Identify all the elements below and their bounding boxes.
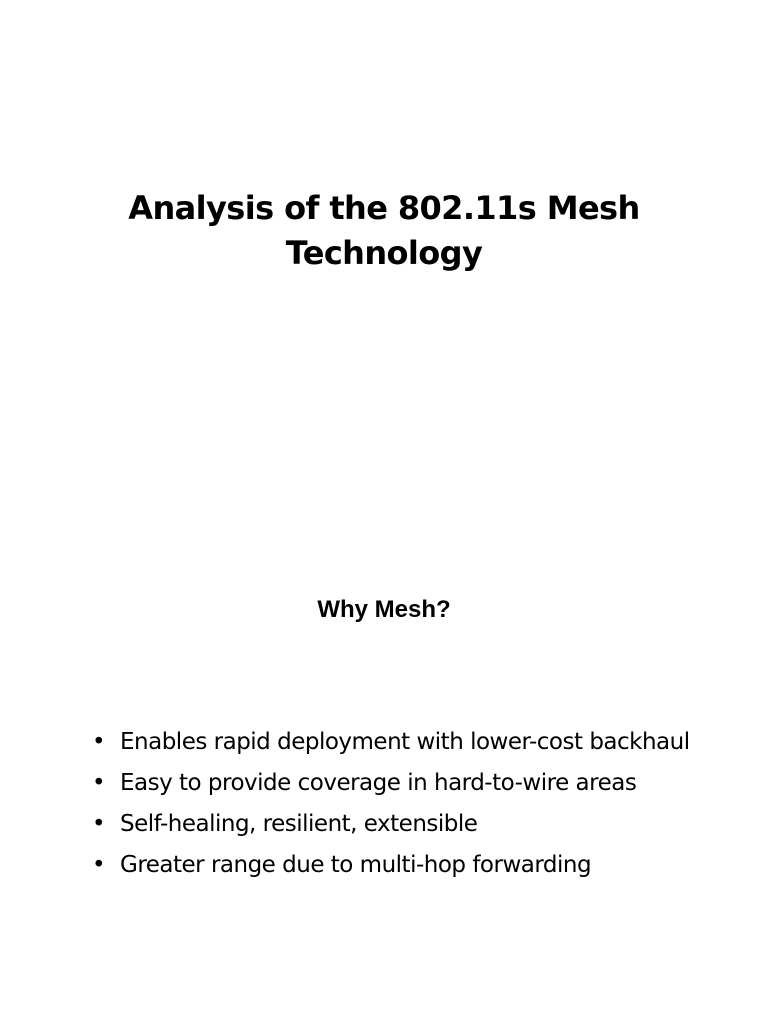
list-item-text: Enables rapid deployment with lower-cost backhaul (120, 729, 690, 755)
bullet-icon: • (92, 852, 106, 878)
bullet-icon: • (92, 811, 106, 837)
document-title-line-1: Analysis of the 802.11s Mesh (128, 189, 640, 227)
list-item (92, 808, 712, 841)
bullet-icon: • (92, 770, 106, 796)
list-item-text: Greater range due to multi-hop forwarding (120, 852, 592, 878)
document-title-line-2: Technology (285, 234, 483, 272)
list-item-text: Easy to provide coverage in hard-to-wire areas (120, 770, 637, 796)
list-item (92, 849, 712, 882)
bullet-icon: • (92, 729, 106, 755)
section-heading: Why Mesh? (317, 596, 451, 623)
list-item-text: Self-healing, resilient, extensible (120, 811, 478, 837)
list-item (92, 726, 712, 759)
document-title (84, 186, 684, 276)
bullet-list (92, 726, 712, 890)
list-item (92, 767, 712, 800)
